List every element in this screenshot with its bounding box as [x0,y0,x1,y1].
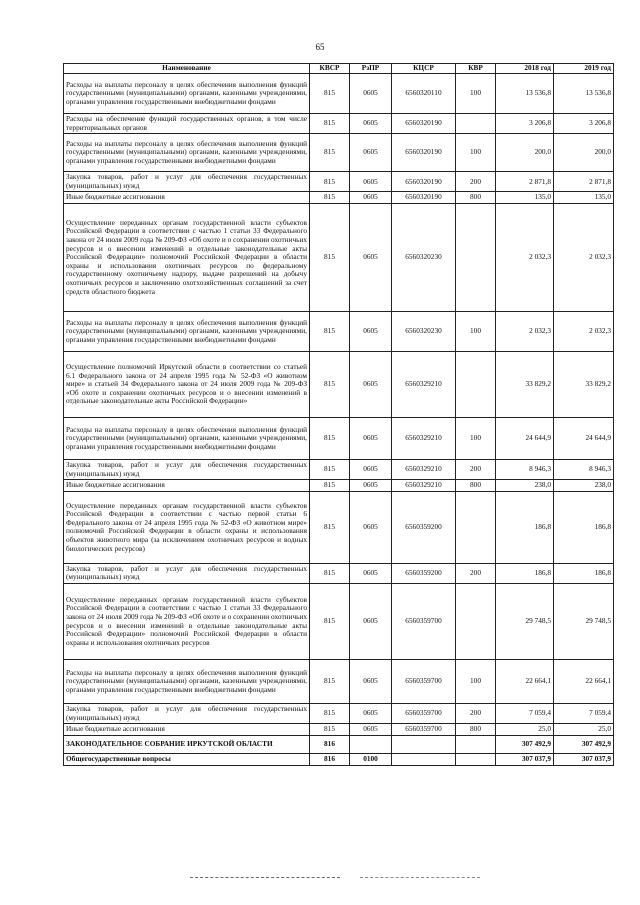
cell-kcsr [392,753,456,765]
cell-kcsr: 6560320230 [392,312,456,352]
cell-kcsr: 6560359200 [392,491,456,563]
cell-rzpr: 0605 [350,204,392,312]
cell-kvr [456,352,496,418]
cell-2019: 2 871,8 [554,172,614,192]
header-rzpr: РзПР [350,64,392,74]
table-row [64,418,614,460]
cell-kvsr: 816 [310,753,350,765]
header-2019: 2019 год [554,64,614,74]
cell-kvr [456,204,496,312]
cell-rzpr: 0605 [350,460,392,480]
cell-kcsr: 6560329210 [392,480,456,492]
cell-rzpr: 0605 [350,352,392,418]
table-row [64,172,614,192]
cell-kvr: 800 [456,192,496,204]
footer-dash-line [360,877,480,878]
cell-kcsr: 6560329210 [392,352,456,418]
cell-kvr: 100 [456,660,496,704]
cell-2019: 13 536,8 [554,74,614,114]
cell-kcsr: 6560359700 [392,724,456,736]
table-row [64,460,614,480]
table-row [64,563,614,583]
cell-kvsr: 815 [310,724,350,736]
cell-2019: 25,0 [554,724,614,736]
cell-2019: 307 492,9 [554,735,614,753]
cell-rzpr: 0605 [350,418,392,460]
cell-kvsr: 816 [310,735,350,753]
table-row [64,192,614,204]
cell-kvr: 200 [456,563,496,583]
cell-2018: 2 032,3 [496,312,554,352]
cell-kvsr: 815 [310,134,350,172]
cell-name: Расходы на выплаты персоналу в целях обеспечения выполнения функций государственными (муниципальными) органами, казенными учреждениями, органами управления государственными внебюджетными фондами [64,660,310,704]
cell-rzpr: 0605 [350,114,392,134]
cell-kcsr: 6560359200 [392,563,456,583]
page-number: 65 [315,42,325,52]
cell-kcsr: 6560329210 [392,460,456,480]
table-row [64,352,614,418]
cell-rzpr: 0605 [350,563,392,583]
cell-kvr: 200 [456,704,496,724]
table-row [64,74,614,114]
cell-kcsr: 6560320190 [392,134,456,172]
cell-2018: 238,0 [496,480,554,492]
cell-name: Осуществление полномочий Иркутской области в соответствии со статьей 6.1 Федерального закона от 24 апреля 1995 года № 52-ФЗ «О животном мире» и статьей 34 Федерального закона от 24 июля 2009 года № 209-ФЗ «Об охоте и сохранении охотничьих ресурсов и о внесении изменений в отдельные законодательные акты Российской Федерации» [64,352,310,418]
cell-rzpr: 0605 [350,134,392,172]
cell-kvsr: 815 [310,418,350,460]
cell-kvr: 800 [456,480,496,492]
cell-rzpr: 0605 [350,660,392,704]
cell-2019: 2 032,3 [554,312,614,352]
table-row [64,204,614,312]
cell-name: Расходы на выплаты персоналу в целях обеспечения выполнения функций государственными (муниципальными) органами, казенными учреждениями, органами управления государственными внебюджетными фондами [64,74,310,114]
cell-name: Расходы на выплаты персоналу в целях обеспечения выполнения функций государственными (муниципальными) органами, казенными учреждениями, органами управления государственными внебюджетными фондами [64,312,310,352]
cell-kvsr: 815 [310,584,350,660]
cell-kvsr: 815 [310,204,350,312]
cell-2019: 186,8 [554,491,614,563]
cell-2018: 24 644,9 [496,418,554,460]
cell-kvr: 100 [456,74,496,114]
cell-rzpr: 0605 [350,312,392,352]
table-row [64,584,614,660]
header-kvsr: КВСР [310,64,350,74]
cell-2018: 307 492,9 [496,735,554,753]
footer-dash-line [190,877,340,878]
cell-name: Общегосударственные вопросы [64,753,310,765]
cell-rzpr: 0605 [350,724,392,736]
cell-2018: 200,0 [496,134,554,172]
cell-kvr: 200 [456,172,496,192]
table-row [64,312,614,352]
cell-kcsr: 6560359700 [392,584,456,660]
cell-name: ЗАКОНОДАТЕЛЬНОЕ СОБРАНИЕ ИРКУТСКОЙ ОБЛАСТИ [64,735,310,753]
cell-kvsr: 815 [310,114,350,134]
cell-name: Расходы на обеспечение функций государственных органов, в том числе территориальных органов [64,114,310,134]
cell-2018: 13 536,8 [496,74,554,114]
cell-2019: 29 748,5 [554,584,614,660]
cell-2019: 24 644,9 [554,418,614,460]
cell-2018: 2 871,8 [496,172,554,192]
cell-kvr [456,584,496,660]
cell-rzpr: 0100 [350,753,392,765]
cell-2018: 22 664,1 [496,660,554,704]
cell-name: Закупка товаров, работ и услуг для обеспечения государственных (муниципальных) нужд [64,704,310,724]
cell-kvsr: 815 [310,563,350,583]
table-row [64,114,614,134]
table-row [64,753,614,765]
cell-kcsr [392,735,456,753]
cell-2019: 238,0 [554,480,614,492]
cell-kcsr: 6560320190 [392,192,456,204]
cell-kvsr: 815 [310,460,350,480]
cell-2018: 186,8 [496,563,554,583]
cell-2019: 33 829,2 [554,352,614,418]
cell-kcsr: 6560329210 [392,418,456,460]
cell-2018: 7 059,4 [496,704,554,724]
cell-kcsr: 6560320230 [392,204,456,312]
cell-2018: 25,0 [496,724,554,736]
cell-rzpr: 0605 [350,584,392,660]
cell-name: Закупка товаров, работ и услуг для обеспечения государственных (муниципальных) нужд [64,460,310,480]
cell-kvsr: 815 [310,312,350,352]
cell-2018: 135,0 [496,192,554,204]
cell-kvr [456,735,496,753]
cell-2018: 33 829,2 [496,352,554,418]
cell-kvr: 100 [456,418,496,460]
cell-name: Иные бюджетные ассигнования [64,724,310,736]
cell-kvr: 100 [456,312,496,352]
table-row [64,491,614,563]
cell-kvr: 100 [456,134,496,172]
cell-rzpr [350,735,392,753]
table-row [64,735,614,753]
table-row [64,660,614,704]
header-name: Наименование [64,64,310,74]
cell-2019: 2 032,3 [554,204,614,312]
cell-name: Осуществление переданных органам государственной власти субъектов Российской Федерации в соответствии с частью 1 статьи 33 Федерального закона от 24 июля 2009 года № 209-ФЗ «Об охоте и о сохранении охотничьих ресурсов и о внесении изменений в отдельные законодательные акты Российской Федерации» полномочий Российской Федерации в области охраны и использования охотничьих ресурсов по федеральному государственному охотничьему надзору, выдаче разрешений на добычу охотничьих ресурсов и заключению охотхозяйственных соглашений за счет средств областного бюджета [64,204,310,312]
cell-kvsr: 815 [310,660,350,704]
cell-rzpr: 0605 [350,704,392,724]
cell-name: Осуществление переданных органам государственной власти субъектов Российской Федерации в соответствии с частью первой статьи 6 Федерального закона от 24 апреля 1995 года № 52-ФЗ «О животном мире» полномочий Российской Федерации в области охраны и использования объектов животного мира (за исключением охотничьих ресурсов и водных биологических ресурсов) [64,491,310,563]
cell-2018: 8 946,3 [496,460,554,480]
cell-kvsr: 815 [310,192,350,204]
cell-2019: 135,0 [554,192,614,204]
table-row [64,134,614,172]
cell-kvsr: 815 [310,172,350,192]
header-kvr: КВР [456,64,496,74]
cell-name: Иные бюджетные ассигнования [64,192,310,204]
cell-kcsr: 6560359700 [392,704,456,724]
cell-kcsr: 6560320110 [392,74,456,114]
cell-rzpr: 0605 [350,491,392,563]
table-header-row [64,64,614,74]
cell-kvr: 800 [456,724,496,736]
cell-2018: 307 037,9 [496,753,554,765]
header-kcsr: КЦСР [392,64,456,74]
cell-rzpr: 0605 [350,480,392,492]
cell-kvsr: 815 [310,352,350,418]
cell-2019: 200,0 [554,134,614,172]
cell-name: Иные бюджетные ассигнования [64,480,310,492]
cell-name: Закупка товаров, работ и услуг для обеспечения государственных (муниципальных) нужд [64,172,310,192]
cell-kcsr: 6560359700 [392,660,456,704]
cell-kcsr: 6560320190 [392,114,456,134]
table-row [64,480,614,492]
cell-2019: 307 037,9 [554,753,614,765]
cell-name: Осуществление переданных органам государственной власти субъектов Российской Федерации в соответствии с частью 1 статьи 33 Федерального закона от 24 июля 2009 года № 209-ФЗ «Об охоте и о сохранении охотничьих ресурсов и о внесении изменений в отдельные законодательные акты Российской Федерации» полномочий Российской Федерации в области охраны и использования охотничьих ресурсов [64,584,310,660]
cell-kvsr: 815 [310,704,350,724]
cell-2019: 186,8 [554,563,614,583]
table-row [64,724,614,736]
budget-table [63,63,614,766]
cell-rzpr: 0605 [350,172,392,192]
cell-kcsr: 6560320190 [392,172,456,192]
cell-2018: 29 748,5 [496,584,554,660]
cell-2019: 7 059,4 [554,704,614,724]
cell-name: Закупка товаров, работ и услуг для обеспечения государственных (муниципальных) нужд [64,563,310,583]
table-body [64,74,614,766]
cell-kvsr: 815 [310,491,350,563]
cell-2019: 22 664,1 [554,660,614,704]
cell-2018: 3 206,8 [496,114,554,134]
cell-kvr [456,114,496,134]
cell-2018: 186,8 [496,491,554,563]
cell-kvr [456,491,496,563]
cell-rzpr: 0605 [350,192,392,204]
cell-kvsr: 815 [310,480,350,492]
cell-rzpr: 0605 [350,74,392,114]
header-2018: 2018 год [496,64,554,74]
cell-kvr: 200 [456,460,496,480]
cell-kvr [456,753,496,765]
cell-2019: 8 946,3 [554,460,614,480]
table-row [64,704,614,724]
cell-name: Расходы на выплаты персоналу в целях обеспечения выполнения функций государственными (муниципальными) органами, казенными учреждениями, органами управления государственными внебюджетными фондами [64,418,310,460]
cell-2018: 2 032,3 [496,204,554,312]
cell-2019: 3 206,8 [554,114,614,134]
cell-kvsr: 815 [310,74,350,114]
cell-name: Расходы на выплаты персоналу в целях обеспечения выполнения функций государственными (муниципальными) органами, казенными учреждениями, органами управления государственными внебюджетными фондами [64,134,310,172]
